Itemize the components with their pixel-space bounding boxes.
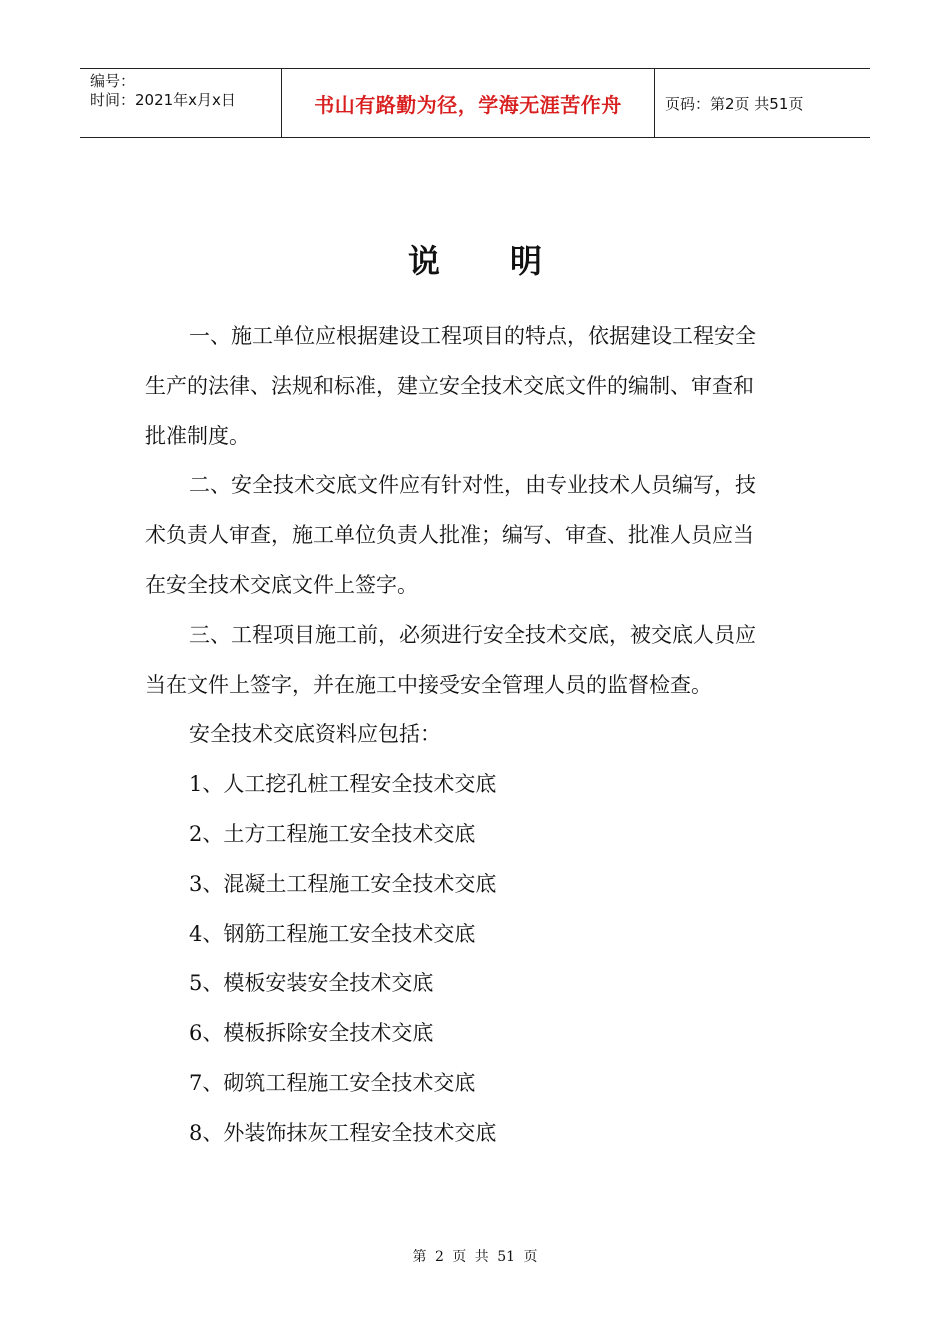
paragraph-2: 二、安全技术交底文件应有针对性，由专业技术人员编写，技术负责人审查，施工单位负责人批准；编写、审查、批准人员应当在安全技术交底文件上签字。	[145, 473, 756, 597]
paragraph-1: 一、施工单位应根据建设工程项目的特点，依据建设工程安全生产的法律、法规和标准，建立安全技术交底文件的编制、审查和批准制度。	[145, 324, 756, 448]
list-item: 7、砌筑工程施工安全技术交底	[189, 1070, 476, 1095]
list-intro: 安全技术交底资料应包括：	[189, 722, 441, 747]
document-date: 时间：2021年x月x日	[90, 91, 236, 109]
list-item: 2、土方工程施工安全技术交底	[189, 821, 476, 846]
list-item: 6、模板拆除安全技术交底	[189, 1021, 434, 1046]
paragraph-3: 三、工程项目施工前，必须进行安全技术交底，被交底人员应当在文件上签字，并在施工中接受安全管理人员的监督检查。	[145, 622, 756, 697]
list-item: 5、模板安装安全技术交底	[189, 971, 434, 996]
list-item: 4、钢筋工程施工安全技术交底	[189, 921, 476, 946]
header-motto: 书山有路勤为径，学海无涯苦作舟	[282, 69, 655, 137]
page-footer: 第 2 页 共 51 页	[412, 1249, 538, 1265]
list-item: 3、混凝土工程施工安全技术交底	[189, 871, 497, 896]
page-header	[80, 68, 870, 138]
list-item: 1、人工挖孔桩工程安全技术交底	[189, 772, 497, 797]
header-meta	[80, 69, 282, 137]
title-char-2: 明	[510, 242, 543, 280]
title-char-1: 说	[407, 242, 440, 280]
list-item: 8、外装饰抹灰工程安全技术交底	[189, 1120, 497, 1145]
header-page-info: 页码：第2页 共51页	[665, 94, 804, 113]
document-body	[145, 312, 770, 1159]
document-number-label: 编号：	[90, 72, 136, 90]
page-title	[0, 236, 950, 282]
